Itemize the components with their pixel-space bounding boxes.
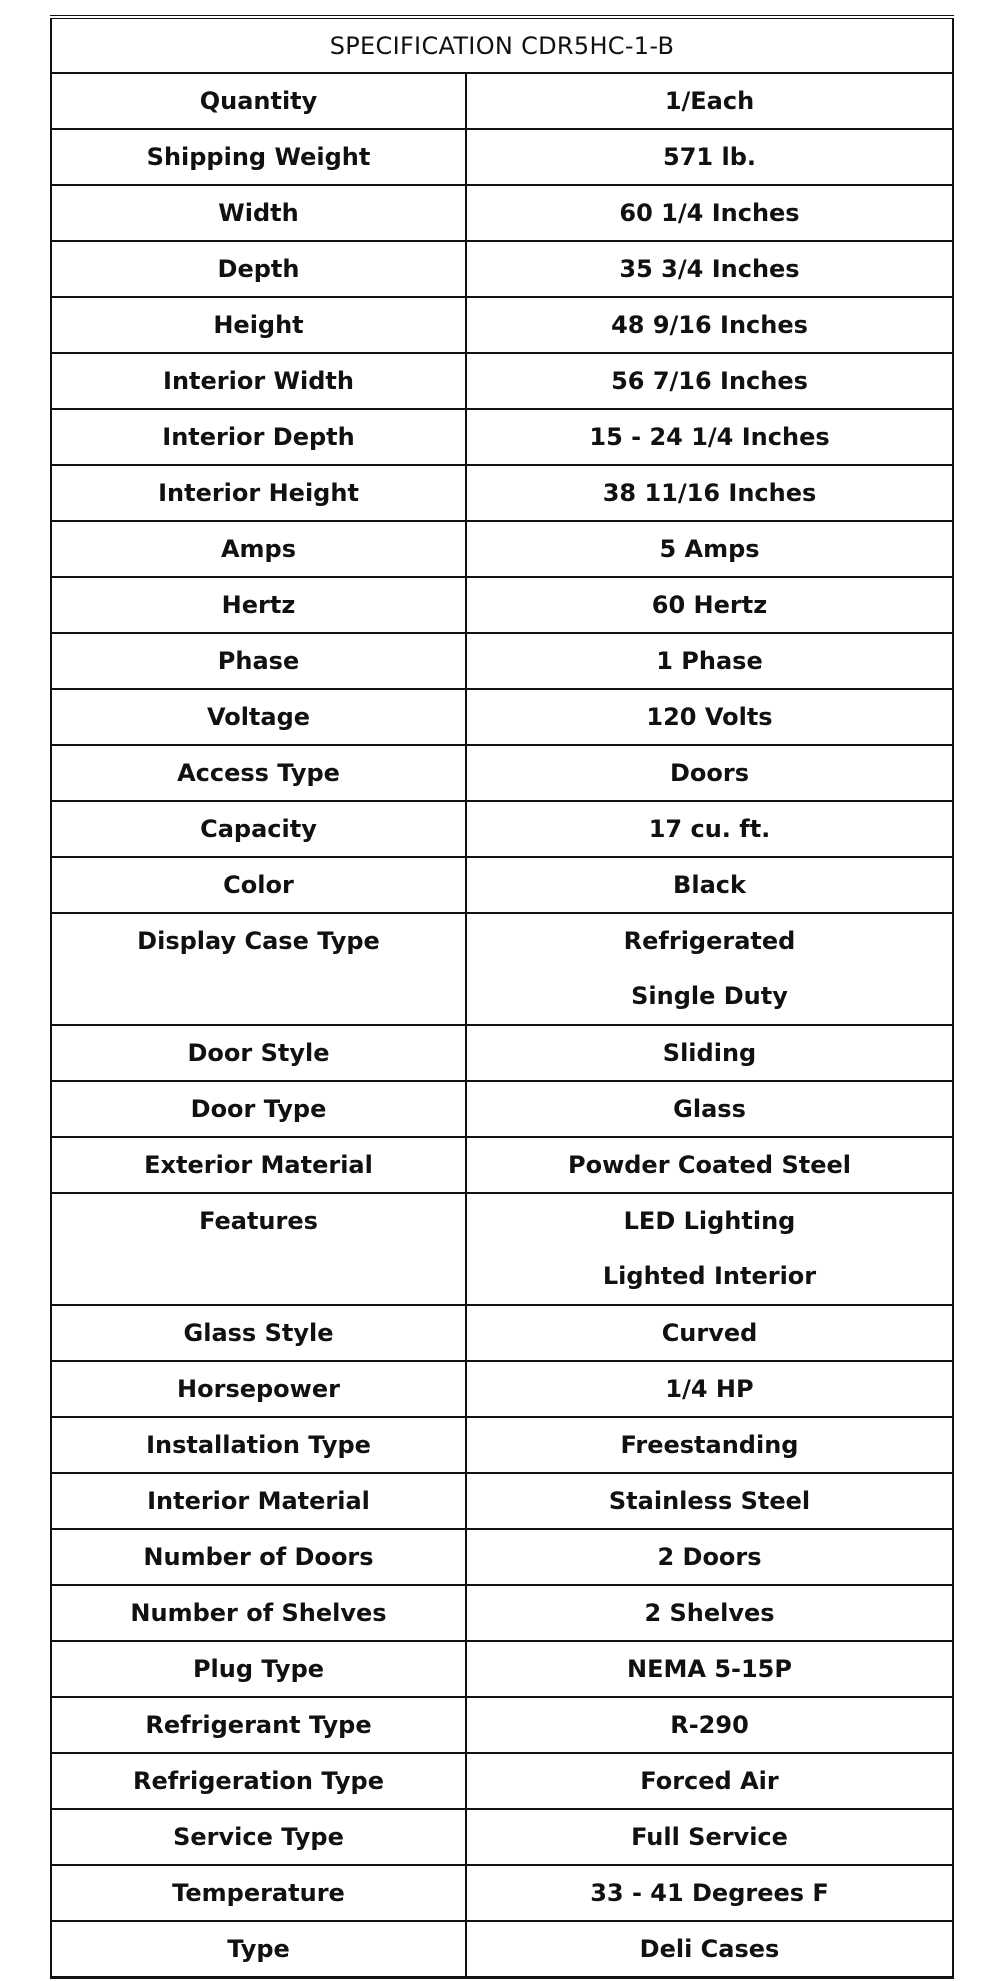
spec-label: Plug Type (51, 1641, 466, 1697)
spec-value: 15 - 24 1/4 Inches (589, 423, 830, 451)
spec-value-cell (466, 129, 953, 185)
spec-value-cell (466, 577, 953, 633)
spec-value-cell (466, 409, 953, 465)
spec-value: Deli Cases (639, 1934, 780, 1963)
table-row (51, 1361, 953, 1417)
spec-label: Interior Depth (51, 409, 466, 465)
spec-value: Black (673, 871, 746, 899)
spec-label: Height (51, 297, 466, 353)
spec-label: Width (51, 185, 466, 241)
spec-value: NEMA 5-15P (627, 1655, 792, 1683)
table-row (51, 1025, 953, 1081)
spec-label: Capacity (51, 801, 466, 857)
spec-label: Shipping Weight (51, 129, 466, 185)
spec-value-cell (466, 913, 953, 1025)
spec-value-cell (466, 241, 953, 297)
spec-value-cell (466, 1641, 953, 1697)
spec-value-cell (466, 521, 953, 577)
spec-label: Features (51, 1193, 466, 1305)
spec-value: 33 - 41 Degrees F (590, 1879, 829, 1907)
spec-label: Number of Doors (51, 1529, 466, 1585)
spec-value: 35 3/4 Inches (619, 255, 800, 283)
spec-value-cell (466, 73, 953, 129)
spec-label: Quantity (51, 73, 466, 129)
spec-label: Temperature (51, 1865, 466, 1921)
table-row (51, 1081, 953, 1137)
spec-value: 60 Hertz (651, 591, 768, 619)
spec-value: Stainless Steel (608, 1487, 811, 1515)
table-row (51, 1305, 953, 1361)
table-row (51, 297, 953, 353)
table-row (51, 1193, 953, 1305)
table-row (51, 633, 953, 689)
table-row (51, 689, 953, 745)
spec-label: Refrigeration Type (51, 1753, 466, 1809)
spec-value: 2 Doors (657, 1543, 762, 1571)
spec-label: Installation Type (51, 1417, 466, 1473)
table-row (51, 913, 953, 1025)
spec-value: Powder Coated Steel (567, 1151, 852, 1179)
spec-value-cell (466, 1529, 953, 1585)
spec-value: 1/4 HP (665, 1375, 754, 1403)
spec-value-cell (466, 633, 953, 689)
spec-value: 38 11/16 Inches (602, 479, 817, 507)
table-row (51, 1921, 953, 1977)
spec-value-cell (466, 185, 953, 241)
spec-value: 1 Phase (656, 647, 763, 675)
spec-value: Lighted Interior (602, 1262, 817, 1290)
table-row (51, 353, 953, 409)
spec-label: Interior Height (51, 465, 466, 521)
table-row (51, 1585, 953, 1641)
spec-label: Exterior Material (51, 1137, 466, 1193)
table-row (51, 1473, 953, 1529)
table-row (51, 1417, 953, 1473)
table-row (51, 185, 953, 241)
spec-value: 48 9/16 Inches (611, 311, 808, 339)
spec-value-cell (466, 1137, 953, 1193)
spec-label: Number of Shelves (51, 1585, 466, 1641)
spec-value-cell (466, 1865, 953, 1921)
spec-value: LED Lighting (623, 1207, 796, 1235)
spec-value-cell (466, 1585, 953, 1641)
table-body (51, 73, 953, 1977)
spec-label: Type (51, 1921, 466, 1977)
spec-value: 17 cu. ft. (648, 815, 771, 843)
table-row (51, 241, 953, 297)
spec-value-cell (466, 1697, 953, 1753)
spec-value: 56 7/16 Inches (611, 367, 808, 395)
spec-label: Display Case Type (51, 913, 466, 1025)
spec-label: Phase (51, 633, 466, 689)
spec-value-cell (466, 1753, 953, 1809)
table-row (51, 1697, 953, 1753)
table-row (51, 409, 953, 465)
spec-value: Curved (661, 1319, 758, 1347)
spec-value: 571 lb. (663, 143, 756, 171)
spec-value-cell (466, 1361, 953, 1417)
table-row (51, 745, 953, 801)
spec-value-cell (466, 297, 953, 353)
spec-value: 120 Volts (646, 703, 773, 731)
spec-value-cell (466, 801, 953, 857)
table-row (51, 465, 953, 521)
spec-label: Horsepower (51, 1361, 466, 1417)
spec-value-cell (466, 1305, 953, 1361)
spec-label: Color (51, 857, 466, 913)
spec-value-cell (466, 857, 953, 913)
spec-value-cell (466, 1193, 953, 1305)
spec-value-cell (466, 1081, 953, 1137)
table-row (51, 1641, 953, 1697)
table-row (51, 1753, 953, 1809)
spec-value-cell (466, 1921, 953, 1977)
table-header-row (51, 17, 953, 73)
spec-value-cell (466, 745, 953, 801)
spec-value-cell (466, 1417, 953, 1473)
spec-label: Voltage (51, 689, 466, 745)
spec-value: Forced Air (640, 1767, 779, 1795)
spec-label: Depth (51, 241, 466, 297)
table-row (51, 1865, 953, 1921)
spec-value: Freestanding (620, 1431, 799, 1459)
spec-label: Door Style (51, 1025, 466, 1081)
spec-value-cell (466, 465, 953, 521)
spec-value-cell (466, 1473, 953, 1529)
spec-value: Full Service (631, 1823, 788, 1851)
spec-value: Single Duty (631, 982, 788, 1010)
table-row (51, 577, 953, 633)
spec-value: Refrigerated (623, 927, 796, 955)
spec-value: R-290 (670, 1711, 749, 1739)
spec-label: Access Type (51, 745, 466, 801)
spec-value: Doors (669, 759, 750, 787)
table-row (51, 73, 953, 129)
spec-label: Glass Style (51, 1305, 466, 1361)
table-row (51, 857, 953, 913)
spec-label: Refrigerant Type (51, 1697, 466, 1753)
spec-value-cell (466, 353, 953, 409)
spec-value: Glass (673, 1095, 746, 1123)
spec-label: Interior Width (51, 353, 466, 409)
table-row (51, 1137, 953, 1193)
spec-label: Door Type (51, 1081, 466, 1137)
spec-value: 1/Each (664, 87, 755, 115)
spec-value: Sliding (662, 1039, 757, 1067)
table-row (51, 129, 953, 185)
table-row (51, 1809, 953, 1865)
table-row (51, 1529, 953, 1585)
spec-label: Interior Material (51, 1473, 466, 1529)
spec-value-cell (466, 1809, 953, 1865)
spec-value-cell (466, 689, 953, 745)
spec-label: Hertz (51, 577, 466, 633)
spec-label: Service Type (51, 1809, 466, 1865)
spec-value: 2 Shelves (644, 1599, 775, 1627)
spec-label: Amps (51, 521, 466, 577)
spec-value-cell (466, 1025, 953, 1081)
table-title: SPECIFICATION CDR5HC-1-B (51, 17, 953, 73)
table-row (51, 521, 953, 577)
spec-value: 60 1/4 Inches (619, 199, 800, 227)
specification-table (50, 15, 954, 1979)
spec-value: 5 Amps (659, 535, 760, 563)
table-row (51, 801, 953, 857)
